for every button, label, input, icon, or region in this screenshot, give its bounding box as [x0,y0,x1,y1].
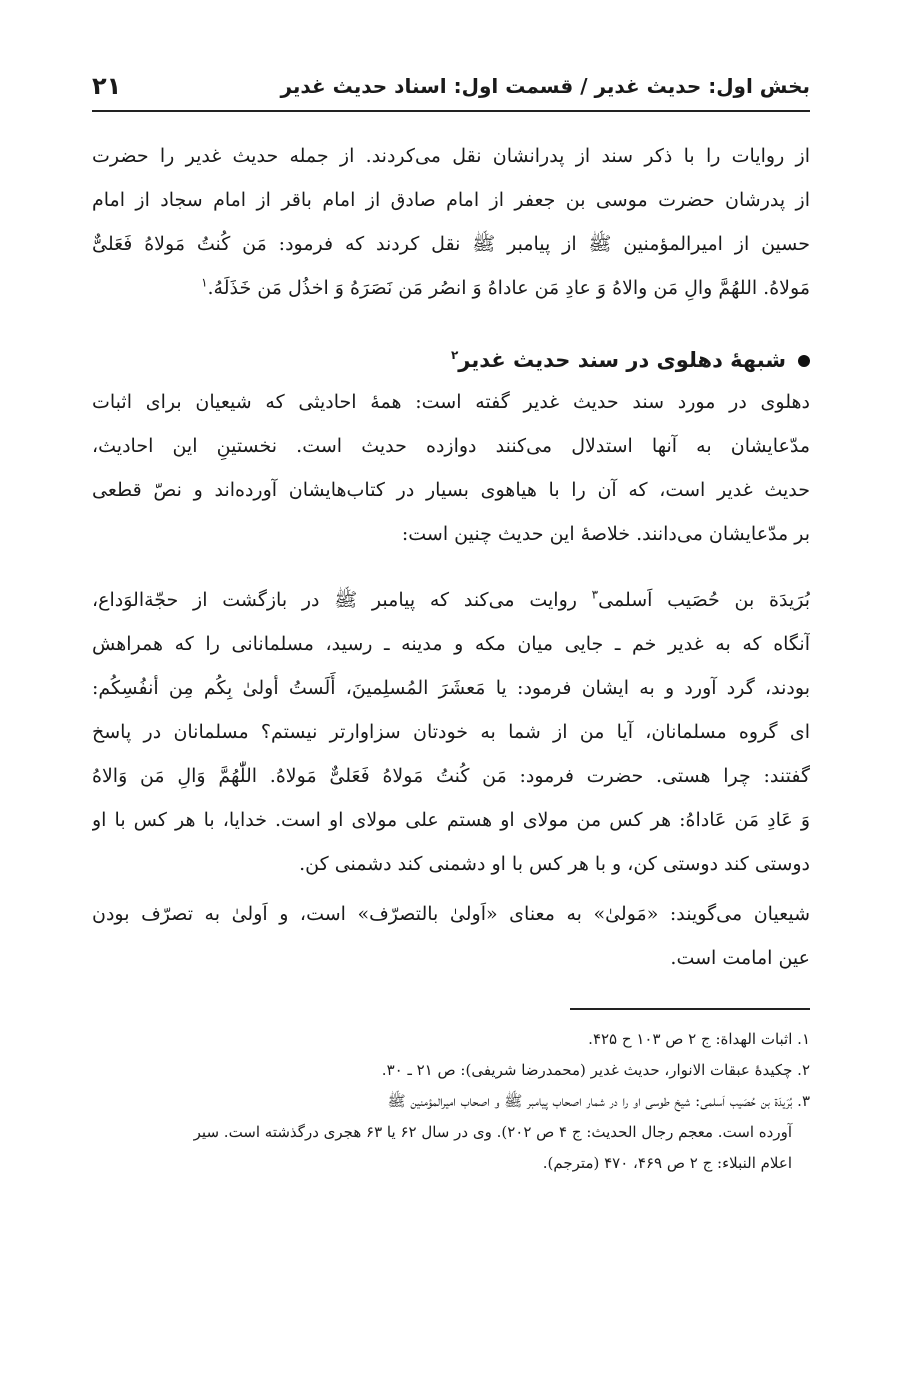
text-line: وَ عَادِ مَن عَاداهُ: هر کس من مولای او هستم علی مولای او است. خدایا، با هر کس با او [92,809,810,831]
text-line: دهلوی در مورد سند حدیث غدیر گفته است: همهٔ احادیثی که شیعیان برای اثبات [92,391,810,413]
text-line: عین امامت است. [670,947,810,969]
paragraph-3 [92,578,810,886]
footnote-3-continued: اعلام النبلاء: ج ۲ ص ۴۶۹، ۴۷۰ (مترجم). [542,1154,792,1172]
paragraph-4 [92,892,810,980]
footnote-mark: ۱ [201,275,208,290]
running-header [92,60,810,112]
text-line: دوستی کند دوستی کن، و با هر کس با او دشمنی کند دشمنی کن. [299,853,810,875]
footnote-3: ۳. بُرَیدَة بن حُصَیب اَسلمی: شیخ طوسی او را در شمار اصحاب پیامبر ﷺ و اصحاب امیرالمؤمنین ﷺ [387,1092,810,1110]
footnotes [92,1024,810,1179]
narrator-name: بُرَیدَة بن حُصَیب اَسلمی [598,589,810,611]
page-number: ۲۱ [92,72,122,100]
text-line: آنگاه که به غدیر خم ـ جایی میان مکه و مدینه ـ رسید، مسلمانانی را که همراهش [92,633,810,655]
footnote-divider [570,1008,810,1010]
text-line [92,578,810,622]
text-line: بودند، گرد آورد و به ایشان فرمود: یا مَعشَرَ المُسلِمینَ، أَلَستُ أولیٰ بِکُم مِن أنفُسِکُم: [92,677,810,699]
text-line: شیعیان می‌گویند: «مَولیٰ» به معنای «اَولیٰ بالتصرّف» است، و اَولیٰ به تصرّف بودن [92,903,810,925]
text-line: از پدرشان حضرت موسی بن جعفر از امام صادق از امام باقر از امام سجاد از امام [92,189,810,211]
text-line: مدّعایشان به آنها استدلال می‌کنند دوازده حدیث است. نخستینِ این احادیث، [92,435,810,457]
text-line-content: روایت می‌کند که پیامبر ﷺ در بازگشت از حجّةالوَداع، [92,589,577,611]
text-line-content: مَولاهُ. اللهُمَّ والِ مَن والاهُ وَ عادِ مَن عاداهُ وَ انصُر مَن نَصَرَهُ وَ اخذُل مَن خَذَلَهُ. [207,277,810,299]
text-line: گفتند: چرا هستی. حضرت فرمود: مَن کُنتُ مَولاهُ فَعَلیٌّ مَولاهُ. اللّٰهُمَّ وَالِ مَن وَالاهُ [92,765,810,787]
text-line: بر مدّعایشان می‌دانند. خلاصهٔ این حدیث چنین است: [401,523,810,545]
text-line: از روایات را با ذکر سند از پدرانشان نقل می‌کردند. از جمله حدیث غدیر را حضرت [92,145,810,167]
text-line: حدیث غدیر است، که آن را با هیاهوی بسیار در کتاب‌هایشان آورده‌اند و نصّ قطعی [92,479,810,501]
header-title: بخش اول: حدیث غدیر / قسمت اول: اسناد حدیث غدیر [280,74,810,98]
footnote-1: ۱. اثبات الهداة: ج ۲ ص ۱۰۳ ح ۴۲۵. [588,1030,810,1048]
footnote-mark: ۲ [450,348,459,362]
footnote-2: ۲. چکیدهٔ عبقات الانوار، حدیث غدیر (محمدرضا شریفی): ص ۲۱ ـ ۳۰. [381,1061,810,1079]
footnote-3-continued: آورده است. معجم رجال الحدیث: ج ۴ ص ۲۰۲). وی در سال ۶۲ یا ۶۳ هجری درگذشته است. سیر [193,1123,792,1141]
bullet-icon [798,355,810,367]
book-page [92,60,810,1360]
text-line: ای گروه مسلمانان، آیا من از شما به خودتان سزاوارتر نیستم؟ مسلمانان در پاسخ [92,721,810,743]
paragraph-1 [92,134,810,310]
section-heading [92,340,810,380]
text-line [92,266,810,310]
text-line: حسین از امیرالمؤمنین ﷺ از پیامبر ﷺ نقل کردند که فرمود: مَن کُنتُ مَولاهُ فَعَلیٌّ [92,233,810,255]
footnote-mark: ۳ [591,587,599,602]
paragraph-2 [92,380,810,556]
section-heading-text: شبههٔ دهلوی در سند حدیث غدیر [458,348,786,372]
